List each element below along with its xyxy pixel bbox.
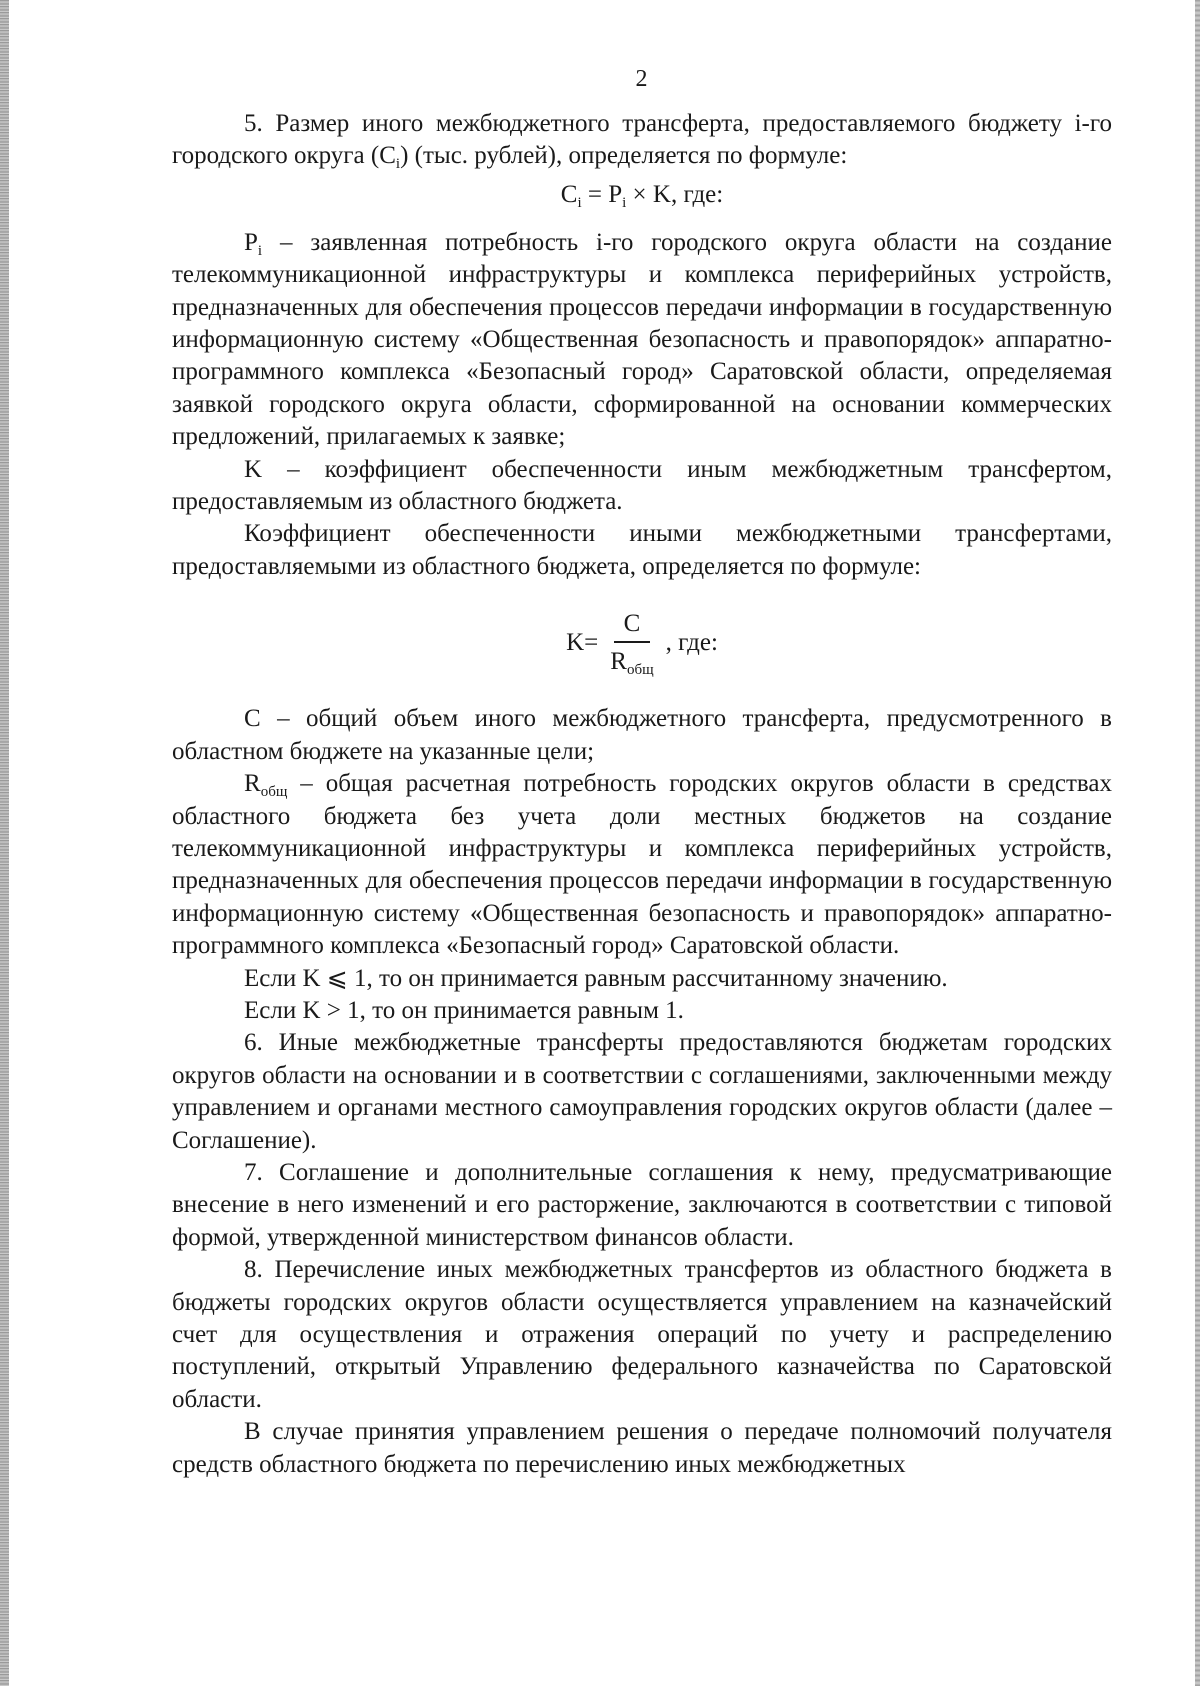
fraction-denominator: $R_{общ}$ [610,648,654,679]
scan-edge-right [1195,0,1200,1686]
definition-k: K – коэффициент обеспеченности иным межбюджетным трансфертом, предоставляемым из областного бюджета. [172,455,1112,516]
condition-k-gt-1: Если K > 1, то он принимается равным 1. [244,996,684,1024]
paragraph-8: 8. Перечисление иных межбюджетных трансфертов из областного бюджета в бюджеты городских округов области осуществляется управлением на казначейский счет для осуществления и отражения операций по учету и распределению поступлений, открытый Управлению федерального казначейства по Саратовской области. [172,1256,1112,1413]
definition-pi: $P_i$ – заявленная потребность i-го городского округа области на создание телекоммуникационной инфраструктуры и комплекса периферийных устройств, предназначенных для обеспечения процессов передачи информации в государственную информационную систему «Общественная безопасность и правопорядок» аппаратно-программного комплекса «Безопасный город» Саратовской области, определяемая заявкой городского округа области, сформированной на основании коммерческих предложений, прилагаемых к заявке; [172,228,1112,451]
scan-edge-left [0,0,9,1686]
condition-k-le-1: Если K ⩽ 1, то он принимается равным рассчитанному значению. [244,964,948,992]
definition-c: C – общий объем иного межбюджетного трансферта, предусмотренного в областном бюджете на указанные цели; [172,705,1112,765]
formula-ci: $C_i = P_i \times K$, где: [560,180,724,211]
definition-r: $R_{общ}$ – общая расчетная потребность городских округов области в средствах областного бюджета без учета доли местных бюджетов на создание телекоммуникационной инфраструктуры и комплекса периферийных устройств, предназначенных для обеспечения процессов передачи информации в государственную информационную систему «Общественная безопасность и правопорядок» аппаратно-программного комплекса «Безопасный город» Саратовской области. [172,770,1112,960]
document-body [172,108,1112,1481]
fraction-numerator: C [614,609,651,643]
paragraph-7: 7. Соглашение и дополнительные соглашения к нему, предусматривающие внесение в него изменений и его расторжение, заключаются в соответствии с типовой формой, утвержденной министерством финансов области. [172,1158,1112,1251]
page-number: 2 [635,66,648,92]
formula-k: K= $\frac{C}{R_{общ}}$ , где: [566,610,718,679]
paragraph-5: 5. Размер иного межбюджетного трансферта, предоставляемого бюджету i-го городского округа $(C_i)$ (тыс. рублей), определяется по формуле: [172,110,1112,173]
paragraph-k-formula-intro: Коэффициент обеспеченности иными межбюджетными трансфертами, предоставляемыми из областного бюджета, определяется по формуле: [172,520,1112,580]
paragraph-6: 6. Иные межбюджетные трансферты предоставляются бюджетам городских округов области на основании и в соответствии с соглашениями, заключенными между управлением и органами местного самоуправления городских округов области (далее – Соглашение). [172,1029,1112,1154]
paragraph-last: В случае принятия управлением решения о передаче полномочий получателя средств областного бюджета по перечислению иных межбюджетных [172,1418,1112,1478]
fraction [600,609,663,677]
